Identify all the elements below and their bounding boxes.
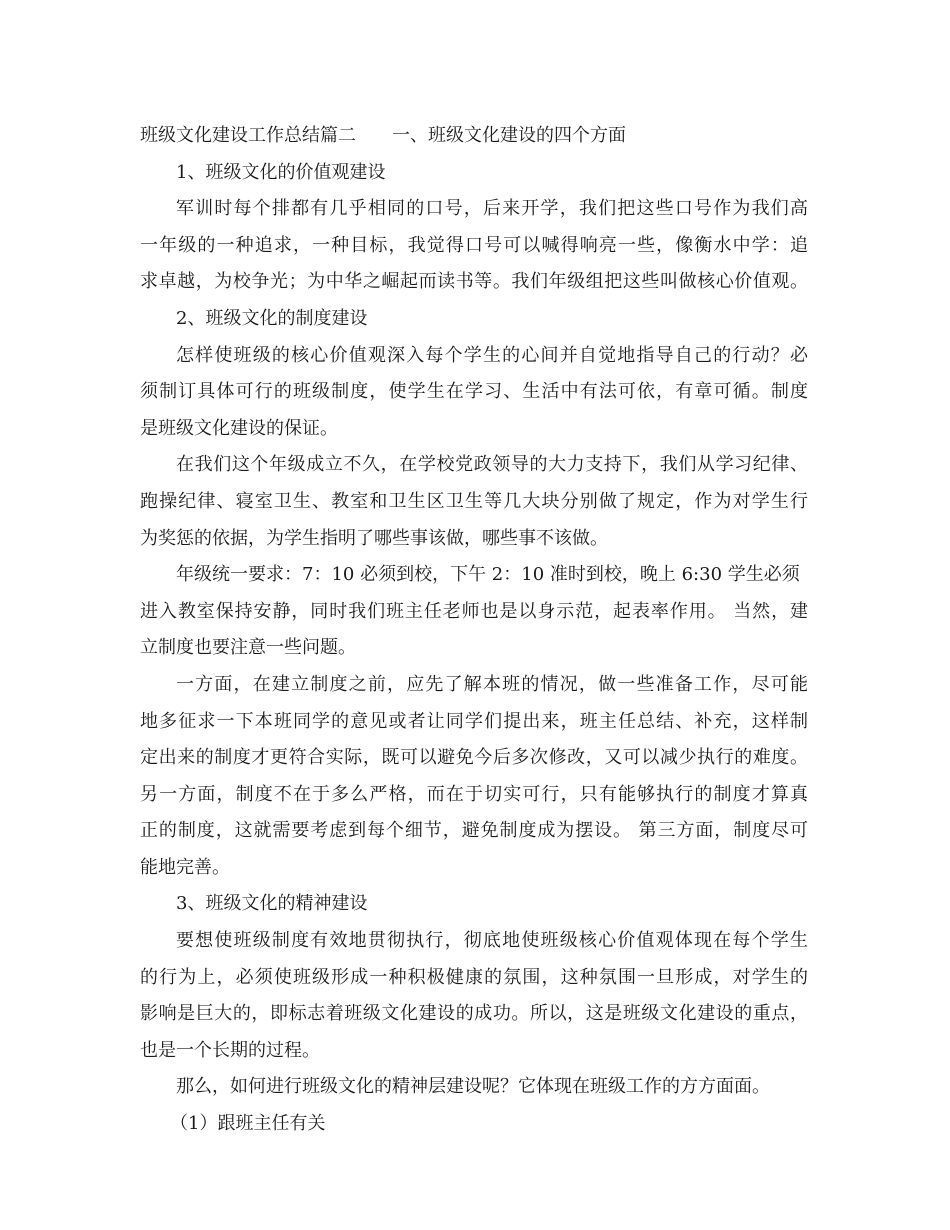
paragraph-line: 须制订具体可行的班级制度，使学生在学习、生活中有法可依，有章可循。制度 xyxy=(140,381,808,403)
paragraph-line: 正的制度，这就需要考虑到每个细节，避免制度成为摆设。 第三方面，制度尽可 xyxy=(140,820,808,842)
paragraph-line: 为奖惩的依据，为学生指明了哪些事该做，哪些事不该做。 xyxy=(140,527,608,549)
doc-title: 班级文化建设工作总结篇二 一、班级文化建设的四个方面 xyxy=(140,125,626,146)
paragraph-line: 能地完善。 xyxy=(140,856,230,878)
paragraph-line: 影响是巨大的，即标志着班级文化建设的成功。所以，这是班级文化建设的重点， xyxy=(140,1003,808,1025)
paragraph-line: 立制度也要注意一些问题。 xyxy=(140,637,356,659)
paragraph-line: 也是一个长期的过程。 xyxy=(140,1039,320,1061)
section-heading: 3、班级文化的精神建设 xyxy=(176,893,368,915)
paragraph-line: 求卓越，为校争光；为中华之崛起而读书等。我们年级组把这些叫做核心价值观。 xyxy=(140,271,808,293)
paragraph-line: 跑操纪律、寝室卫生、教室和卫生区卫生等几大块分别做了规定，作为对学生行 xyxy=(140,490,808,512)
paragraph-line: 年级统一要求：7：10 必须到校，下午 2：10 准时到校，晚上 6:30 学生必须 xyxy=(176,564,800,586)
paragraph-line: 进入教室保持安静，同时我们班主任老师也是以身示范，起表率作用。 当然，建 xyxy=(140,600,808,622)
paragraph-line: 那么，如何进行班级文化的精神层建设呢？它体现在班级工作的方方面面。 xyxy=(176,1076,770,1098)
paragraph-line: 军训时每个排都有几乎相同的口号，后来开学，我们把这些口号作为我们高 xyxy=(176,198,808,220)
paragraph-line: 一年级的一种追求，一种目标，我觉得口号可以喊得响亮一些，像衡水中学：追 xyxy=(140,234,808,256)
paragraph-line: 另一方面，制度不在于多么严格，而在于切实可行，只有能够执行的制度才算真 xyxy=(140,783,808,805)
document-page xyxy=(140,118,808,1143)
paragraph-line: 怎样使班级的核心价值观深入每个学生的心间并自觉地指导自己的行动？必 xyxy=(176,344,808,366)
paragraph-line: 在我们这个年级成立不久，在学校党政领导的大力支持下，我们从学习纪律、 xyxy=(176,454,808,476)
paragraph-line: 的行为上，必须使班级形成一种积极健康的氛围，这种氛围一旦形成，对学生的 xyxy=(140,966,808,988)
section-heading: 1、班级文化的价值观建设 xyxy=(176,161,386,183)
paragraph-line: 地多征求一下本班同学的意见或者让同学们提出来，班主任总结、补充，这样制 xyxy=(140,710,808,732)
paragraph-line: 要想使班级制度有效地贯彻执行，彻底地使班级核心价值观体现在每个学生 xyxy=(176,930,808,952)
paragraph-line: 一方面，在建立制度之前，应先了解本班的情况，做一些准备工作，尽可能 xyxy=(176,673,808,695)
section-heading: 2、班级文化的制度建设 xyxy=(176,307,368,329)
paragraph-line: 是班级文化建设的保证。 xyxy=(140,417,338,439)
paragraph-line: 定出来的制度才更符合实际，既可以避免今后多次修改，又可以减少执行的难度。 xyxy=(140,747,808,769)
subsection-heading: （1）跟班主任有关 xyxy=(170,1113,326,1135)
